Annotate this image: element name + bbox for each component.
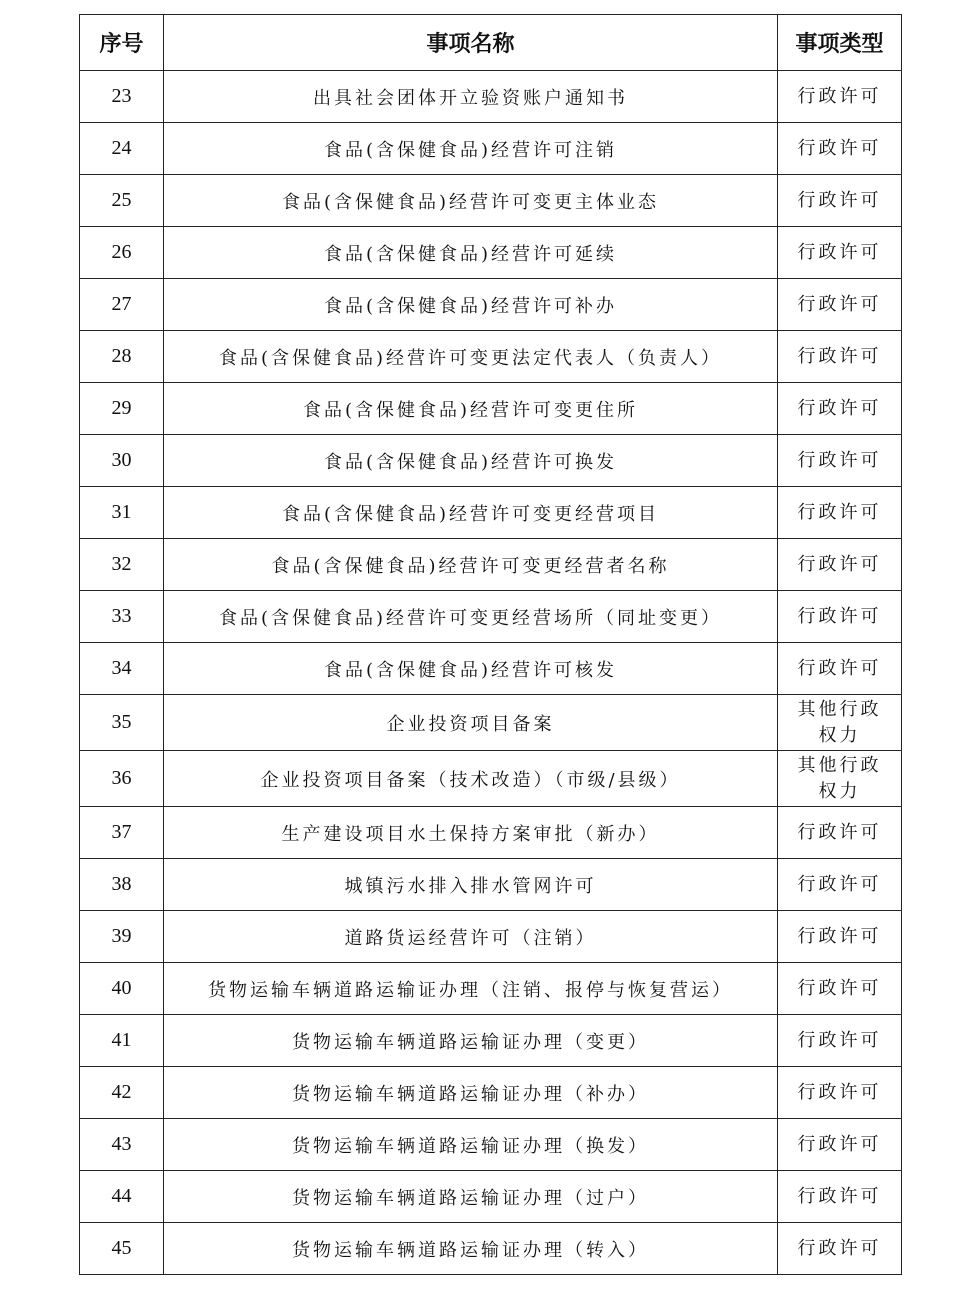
- serial-number-cell: 38: [80, 859, 164, 911]
- header-item-type: 事项类型: [778, 15, 902, 71]
- table-row: [80, 539, 902, 591]
- item-type-cell: [778, 911, 902, 963]
- item-type-cell: [778, 331, 902, 383]
- item-name-cell: 货物运输车辆道路运输证办理（变更）: [164, 1015, 778, 1067]
- table-row: [80, 487, 902, 539]
- item-type-line: 权力: [818, 780, 861, 802]
- table-row: [80, 1015, 902, 1067]
- item-name-cell: 食品(含保健食品)经营许可变更经营者名称: [164, 539, 778, 591]
- table-row: [80, 1171, 902, 1223]
- table-row: [80, 71, 902, 123]
- serial-number-cell: 40: [80, 963, 164, 1015]
- item-type-cell: [778, 279, 902, 331]
- item-type-cell: [778, 963, 902, 1015]
- item-type-line: 行政许可: [797, 821, 882, 843]
- item-name-cell: 企业投资项目备案: [164, 695, 778, 751]
- item-name-cell: 食品(含保健食品)经营许可核发: [164, 643, 778, 695]
- item-name-cell: 生产建设项目水土保持方案审批（新办）: [164, 807, 778, 859]
- item-type-line: 其他行政: [797, 754, 882, 776]
- table-row: [80, 807, 902, 859]
- item-type-cell: [778, 435, 902, 487]
- table-row: [80, 331, 902, 383]
- item-name-cell: 货物运输车辆道路运输证办理（转入）: [164, 1223, 778, 1275]
- item-type-line: 行政许可: [797, 553, 882, 575]
- item-type-cell: [778, 591, 902, 643]
- item-type-line: 行政许可: [797, 605, 882, 627]
- item-type-cell: [778, 487, 902, 539]
- table-row: [80, 1119, 902, 1171]
- table-row: [80, 859, 902, 911]
- table-row: [80, 751, 902, 807]
- serial-number-cell: 44: [80, 1171, 164, 1223]
- item-type-line: 行政许可: [797, 657, 882, 679]
- serial-number-cell: 37: [80, 807, 164, 859]
- item-type-cell: [778, 751, 902, 807]
- item-type-line: 行政许可: [797, 501, 882, 523]
- table-row: [80, 1067, 902, 1119]
- serial-number-cell: 36: [80, 751, 164, 807]
- item-type-line: 行政许可: [797, 397, 882, 419]
- item-type-cell: [778, 175, 902, 227]
- item-type-line: 行政许可: [797, 1029, 882, 1051]
- item-type-cell: [778, 1015, 902, 1067]
- item-type-cell: [778, 1171, 902, 1223]
- table-row: [80, 123, 902, 175]
- item-type-cell: [778, 807, 902, 859]
- item-type-cell: [778, 1119, 902, 1171]
- item-type-cell: [778, 383, 902, 435]
- serial-number-cell: 41: [80, 1015, 164, 1067]
- item-type-line: 行政许可: [797, 977, 882, 999]
- item-type-cell: [778, 227, 902, 279]
- table-row: [80, 911, 902, 963]
- item-name-cell: 食品(含保健食品)经营许可变更主体业态: [164, 175, 778, 227]
- item-type-cell: [778, 1067, 902, 1119]
- serial-number-cell: 43: [80, 1119, 164, 1171]
- item-type-line: 权力: [818, 724, 861, 746]
- item-name-cell: 食品(含保健食品)经营许可注销: [164, 123, 778, 175]
- serial-number-cell: 27: [80, 279, 164, 331]
- item-name-cell: 食品(含保健食品)经营许可补办: [164, 279, 778, 331]
- serial-number-cell: 26: [80, 227, 164, 279]
- table-body: [80, 71, 902, 1275]
- table-row: [80, 643, 902, 695]
- serial-number-cell: 29: [80, 383, 164, 435]
- table-row: [80, 227, 902, 279]
- item-type-line: 行政许可: [797, 873, 882, 895]
- item-type-cell: [778, 643, 902, 695]
- serial-number-cell: 45: [80, 1223, 164, 1275]
- items-table: [79, 14, 902, 1275]
- item-type-line: 行政许可: [797, 1237, 882, 1259]
- item-type-line: 行政许可: [797, 137, 882, 159]
- item-type-cell: [778, 123, 902, 175]
- serial-number-cell: 30: [80, 435, 164, 487]
- item-type-cell: [778, 71, 902, 123]
- header-row: [80, 15, 902, 71]
- item-type-cell: [778, 1223, 902, 1275]
- item-name-cell: 道路货运经营许可（注销）: [164, 911, 778, 963]
- item-type-line: 行政许可: [797, 449, 882, 471]
- serial-number-cell: 23: [80, 71, 164, 123]
- table-row: [80, 695, 902, 751]
- item-name-cell: 食品(含保健食品)经营许可变更住所: [164, 383, 778, 435]
- serial-number-cell: 35: [80, 695, 164, 751]
- serial-number-cell: 28: [80, 331, 164, 383]
- item-name-cell: 食品(含保健食品)经营许可变更经营场所（同址变更）: [164, 591, 778, 643]
- table-row: [80, 175, 902, 227]
- item-type-line: 行政许可: [797, 925, 882, 947]
- serial-number-cell: 31: [80, 487, 164, 539]
- item-name-cell: 企业投资项目备案（技术改造）（市级/县级）: [164, 751, 778, 807]
- serial-number-cell: 24: [80, 123, 164, 175]
- item-type-line: 行政许可: [797, 1133, 882, 1155]
- item-type-cell: [778, 695, 902, 751]
- header-item-name: 事项名称: [164, 15, 778, 71]
- item-type-line: 行政许可: [797, 189, 882, 211]
- serial-number-cell: 32: [80, 539, 164, 591]
- serial-number-cell: 34: [80, 643, 164, 695]
- item-type-line: 行政许可: [797, 1081, 882, 1103]
- item-name-cell: 城镇污水排入排水管网许可: [164, 859, 778, 911]
- item-name-cell: 食品(含保健食品)经营许可变更法定代表人（负责人）: [164, 331, 778, 383]
- item-name-cell: 货物运输车辆道路运输证办理（过户）: [164, 1171, 778, 1223]
- item-name-cell: 货物运输车辆道路运输证办理（补办）: [164, 1067, 778, 1119]
- item-type-cell: [778, 539, 902, 591]
- item-name-cell: 食品(含保健食品)经营许可延续: [164, 227, 778, 279]
- item-type-line: 行政许可: [797, 85, 882, 107]
- table-row: [80, 591, 902, 643]
- item-name-cell: 货物运输车辆道路运输证办理（换发）: [164, 1119, 778, 1171]
- table-row: [80, 279, 902, 331]
- serial-number-cell: 25: [80, 175, 164, 227]
- serial-number-cell: 42: [80, 1067, 164, 1119]
- item-type-line: 行政许可: [797, 345, 882, 367]
- item-name-cell: 食品(含保健食品)经营许可变更经营项目: [164, 487, 778, 539]
- item-name-cell: 出具社会团体开立验资账户通知书: [164, 71, 778, 123]
- item-type-line: 行政许可: [797, 241, 882, 263]
- table-row: [80, 963, 902, 1015]
- serial-number-cell: 33: [80, 591, 164, 643]
- item-name-cell: 食品(含保健食品)经营许可换发: [164, 435, 778, 487]
- item-type-cell: [778, 859, 902, 911]
- table-row: [80, 383, 902, 435]
- item-name-cell: 货物运输车辆道路运输证办理（注销、报停与恢复营运）: [164, 963, 778, 1015]
- table-row: [80, 1223, 902, 1275]
- serial-number-cell: 39: [80, 911, 164, 963]
- header-serial-number: 序号: [80, 15, 164, 71]
- item-type-line: 行政许可: [797, 293, 882, 315]
- item-type-line: 其他行政: [797, 698, 882, 720]
- item-type-line: 行政许可: [797, 1185, 882, 1207]
- table-row: [80, 435, 902, 487]
